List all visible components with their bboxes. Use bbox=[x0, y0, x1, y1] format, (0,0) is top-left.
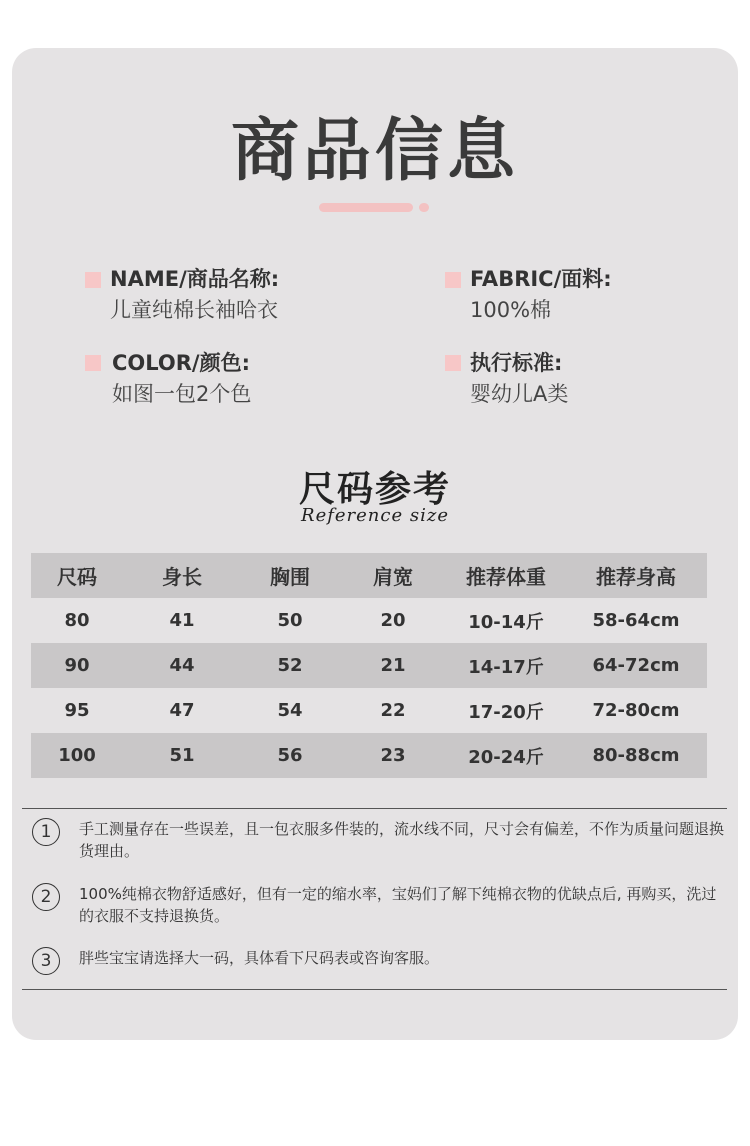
table-row bbox=[31, 688, 707, 733]
table-cell: 80 bbox=[64, 610, 90, 631]
header-cell: 推荐身高 bbox=[596, 565, 676, 589]
info-color bbox=[112, 349, 251, 408]
info-fabric bbox=[470, 265, 612, 324]
table-row bbox=[31, 598, 707, 643]
table-cell: 23 bbox=[380, 745, 406, 766]
table-header-row bbox=[31, 553, 707, 598]
note-text: 手工测量存在一些误差，且一包衣服多件装的，流水线不同，尺寸会有偏差，不作为质量问题退换货理由。 bbox=[79, 820, 725, 860]
size-reference-subtitle: Reference size bbox=[301, 505, 449, 526]
notes-bottom-divider bbox=[22, 989, 727, 990]
name-bullet bbox=[85, 272, 101, 288]
size-table bbox=[31, 553, 707, 778]
header-cell: 尺码 bbox=[57, 565, 97, 589]
circled-number-icon: 2 bbox=[32, 883, 60, 911]
color-value: 如图一包2个色 bbox=[112, 382, 252, 406]
table-cell: 56 bbox=[277, 745, 303, 766]
title-underline-dot bbox=[419, 203, 429, 212]
name-value: 儿童纯棉长袖哈衣 bbox=[110, 298, 278, 322]
table-row bbox=[31, 733, 707, 778]
notes-top-divider bbox=[22, 808, 727, 809]
color-bullet bbox=[85, 355, 101, 371]
table-cell: 100 bbox=[58, 745, 96, 766]
table-cell: 95 bbox=[64, 700, 90, 721]
fabric-label: FABRIC/面料: bbox=[470, 267, 612, 291]
note-text: 100%纯棉衣物舒适感好，但有一定的缩水率，宝妈们了解下纯棉衣物的优缺点后, 再购买，洗过的衣服不支持退换货。 bbox=[79, 885, 717, 925]
circled-number-icon: 3 bbox=[32, 947, 60, 975]
table-cell: 47 bbox=[169, 700, 195, 721]
header-cell: 胸围 bbox=[270, 565, 310, 589]
table-cell: 52 bbox=[277, 655, 303, 676]
page-title: 商品信息 bbox=[230, 112, 519, 191]
table-cell: 41 bbox=[169, 610, 195, 631]
table-cell: 54 bbox=[277, 700, 303, 721]
info-name bbox=[110, 265, 279, 324]
table-cell: 14-17斤 bbox=[468, 656, 544, 678]
table-cell: 72-80cm bbox=[592, 700, 680, 721]
title-underline bbox=[319, 203, 413, 212]
table-cell: 58-64cm bbox=[592, 610, 680, 631]
standard-label: 执行标准: bbox=[470, 351, 563, 375]
table-cell: 80-88cm bbox=[592, 745, 680, 766]
table-cell: 44 bbox=[169, 655, 195, 676]
note-text: 胖些宝宝请选择大一码，具体看下尺码表或咨询客服。 bbox=[79, 949, 440, 967]
table-cell: 51 bbox=[169, 745, 195, 766]
table-cell: 64-72cm bbox=[592, 655, 680, 676]
color-label: COLOR/颜色: bbox=[112, 351, 250, 375]
table-cell: 90 bbox=[64, 655, 90, 676]
table-cell: 20 bbox=[380, 610, 406, 631]
header-cell: 推荐体重 bbox=[466, 565, 546, 589]
table-row bbox=[31, 643, 707, 688]
name-label: NAME/商品名称: bbox=[110, 267, 280, 291]
circled-number-icon: 1 bbox=[32, 818, 60, 846]
table-cell: 20-24斤 bbox=[468, 746, 544, 768]
table-cell: 17-20斤 bbox=[468, 701, 544, 723]
fabric-value: 100%棉 bbox=[470, 298, 552, 322]
table-cell: 10-14斤 bbox=[468, 611, 544, 633]
table-cell: 50 bbox=[277, 610, 303, 631]
fabric-bullet bbox=[445, 272, 461, 288]
table-cell: 22 bbox=[380, 700, 406, 721]
info-standard bbox=[470, 349, 568, 408]
standard-bullet bbox=[445, 355, 461, 371]
header-cell: 身长 bbox=[162, 565, 202, 589]
table-cell: 21 bbox=[380, 655, 406, 676]
header-cell: 肩宽 bbox=[373, 565, 413, 589]
size-reference-title: 尺码参考 bbox=[298, 469, 451, 510]
standard-value: 婴幼儿A类 bbox=[470, 382, 569, 406]
